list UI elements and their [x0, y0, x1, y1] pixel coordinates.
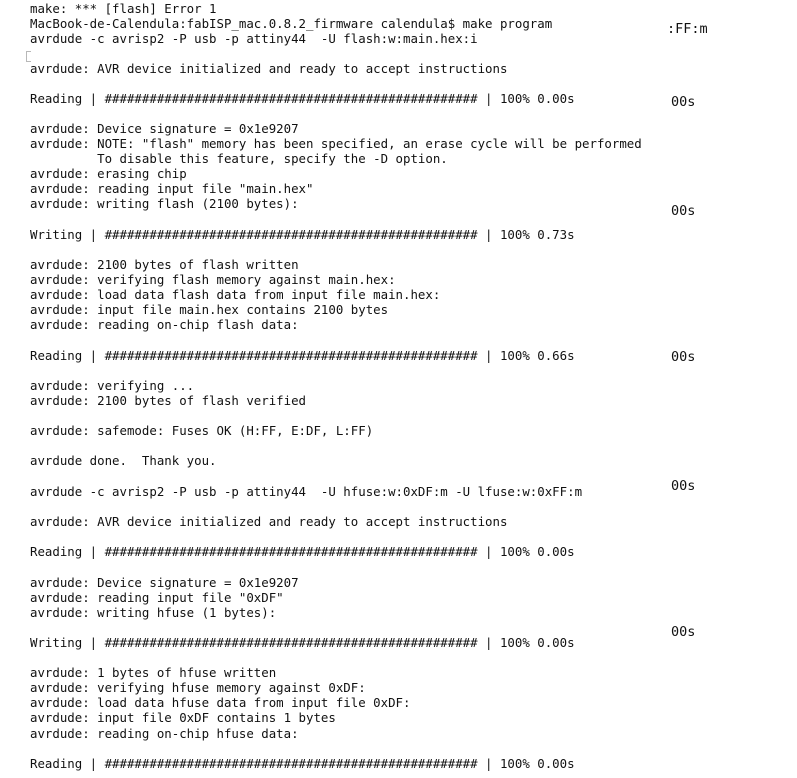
terminal-line: Writing | ################################################## | 100% 0.00s	[30, 635, 575, 650]
terminal-line: avrdude: writing flash (2100 bytes):	[30, 196, 299, 211]
terminal-line: Reading | ################################################## | 100% 0.00s	[30, 544, 575, 559]
terminal-line: avrdude: Device signature = 0x1e9207	[30, 575, 299, 590]
terminal-line: To disable this feature, specify the -D option.	[30, 151, 448, 166]
overlapped-text-fragment: :FF:m	[667, 21, 708, 37]
terminal-line: avrdude: NOTE: "flash" memory has been specified, an erase cycle will be performed	[30, 136, 642, 151]
text-cursor	[26, 51, 31, 62]
terminal-line: avrdude: 1 bytes of hfuse written	[30, 665, 277, 680]
terminal-line: avrdude -c avrisp2 -P usb -p attiny44 -U flash:w:main.hex:i	[30, 31, 478, 46]
overlapped-text-fragment: 00s	[671, 478, 696, 494]
terminal-line: avrdude: reading on-chip flash data:	[30, 317, 299, 332]
terminal-line: avrdude: input file main.hex contains 2100 bytes	[30, 302, 389, 317]
terminal-line: avrdude: erasing chip	[30, 166, 187, 181]
terminal-line: make: *** [flash] Error 1	[30, 1, 217, 16]
overlapped-text-fragment: 00s	[671, 624, 696, 640]
terminal-line: avrdude: verifying hfuse memory against 0xDF:	[30, 680, 366, 695]
terminal-line: avrdude: safemode: Fuses OK (H:FF, E:DF, L:FF)	[30, 423, 374, 438]
terminal-line: avrdude: reading input file "0xDF"	[30, 590, 284, 605]
overlapped-text-fragment: 00s	[671, 349, 696, 365]
terminal-line: MacBook-de-Calendula:fabISP_mac.0.8.2_firmware calendula$ make program	[30, 16, 553, 31]
terminal-line: avrdude done. Thank you.	[30, 453, 217, 468]
terminal-line: avrdude: AVR device initialized and ready to accept instructions	[30, 61, 508, 76]
terminal-line: avrdude: verifying flash memory against main.hex:	[30, 272, 396, 287]
terminal-line: avrdude: 2100 bytes of flash written	[30, 257, 299, 272]
terminal-line: avrdude: writing hfuse (1 bytes):	[30, 605, 277, 620]
overlapped-text-fragment: 00s	[671, 94, 696, 110]
terminal-line: avrdude: AVR device initialized and ready to accept instructions	[30, 514, 508, 529]
terminal-line: avrdude -c avrisp2 -P usb -p attiny44 -U hfuse:w:0xDF:m -U lfuse:w:0xFF:m	[30, 484, 583, 499]
terminal-line: avrdude: 2100 bytes of flash verified	[30, 393, 307, 408]
terminal-line: avrdude: reading input file "main.hex"	[30, 181, 314, 196]
terminal-line: Writing | ################################################## | 100% 0.73s	[30, 227, 575, 242]
terminal-line: avrdude: load data flash data from input file main.hex:	[30, 287, 441, 302]
terminal-line: avrdude: input file 0xDF contains 1 bytes	[30, 710, 336, 725]
overlapped-text-fragment: 00s	[671, 203, 696, 219]
terminal-line: avrdude: load data hfuse data from input file 0xDF:	[30, 695, 411, 710]
terminal-line: avrdude: reading on-chip hfuse data:	[30, 726, 299, 741]
terminal-line: avrdude: verifying ...	[30, 378, 195, 393]
terminal-line: Reading | ################################################## | 100% 0.00s	[30, 91, 575, 106]
terminal-line: Reading | ################################################## | 100% 0.66s	[30, 348, 575, 363]
terminal-line: Reading | ################################################## | 100% 0.00s	[30, 756, 575, 771]
terminal-line: avrdude: Device signature = 0x1e9207	[30, 121, 299, 136]
